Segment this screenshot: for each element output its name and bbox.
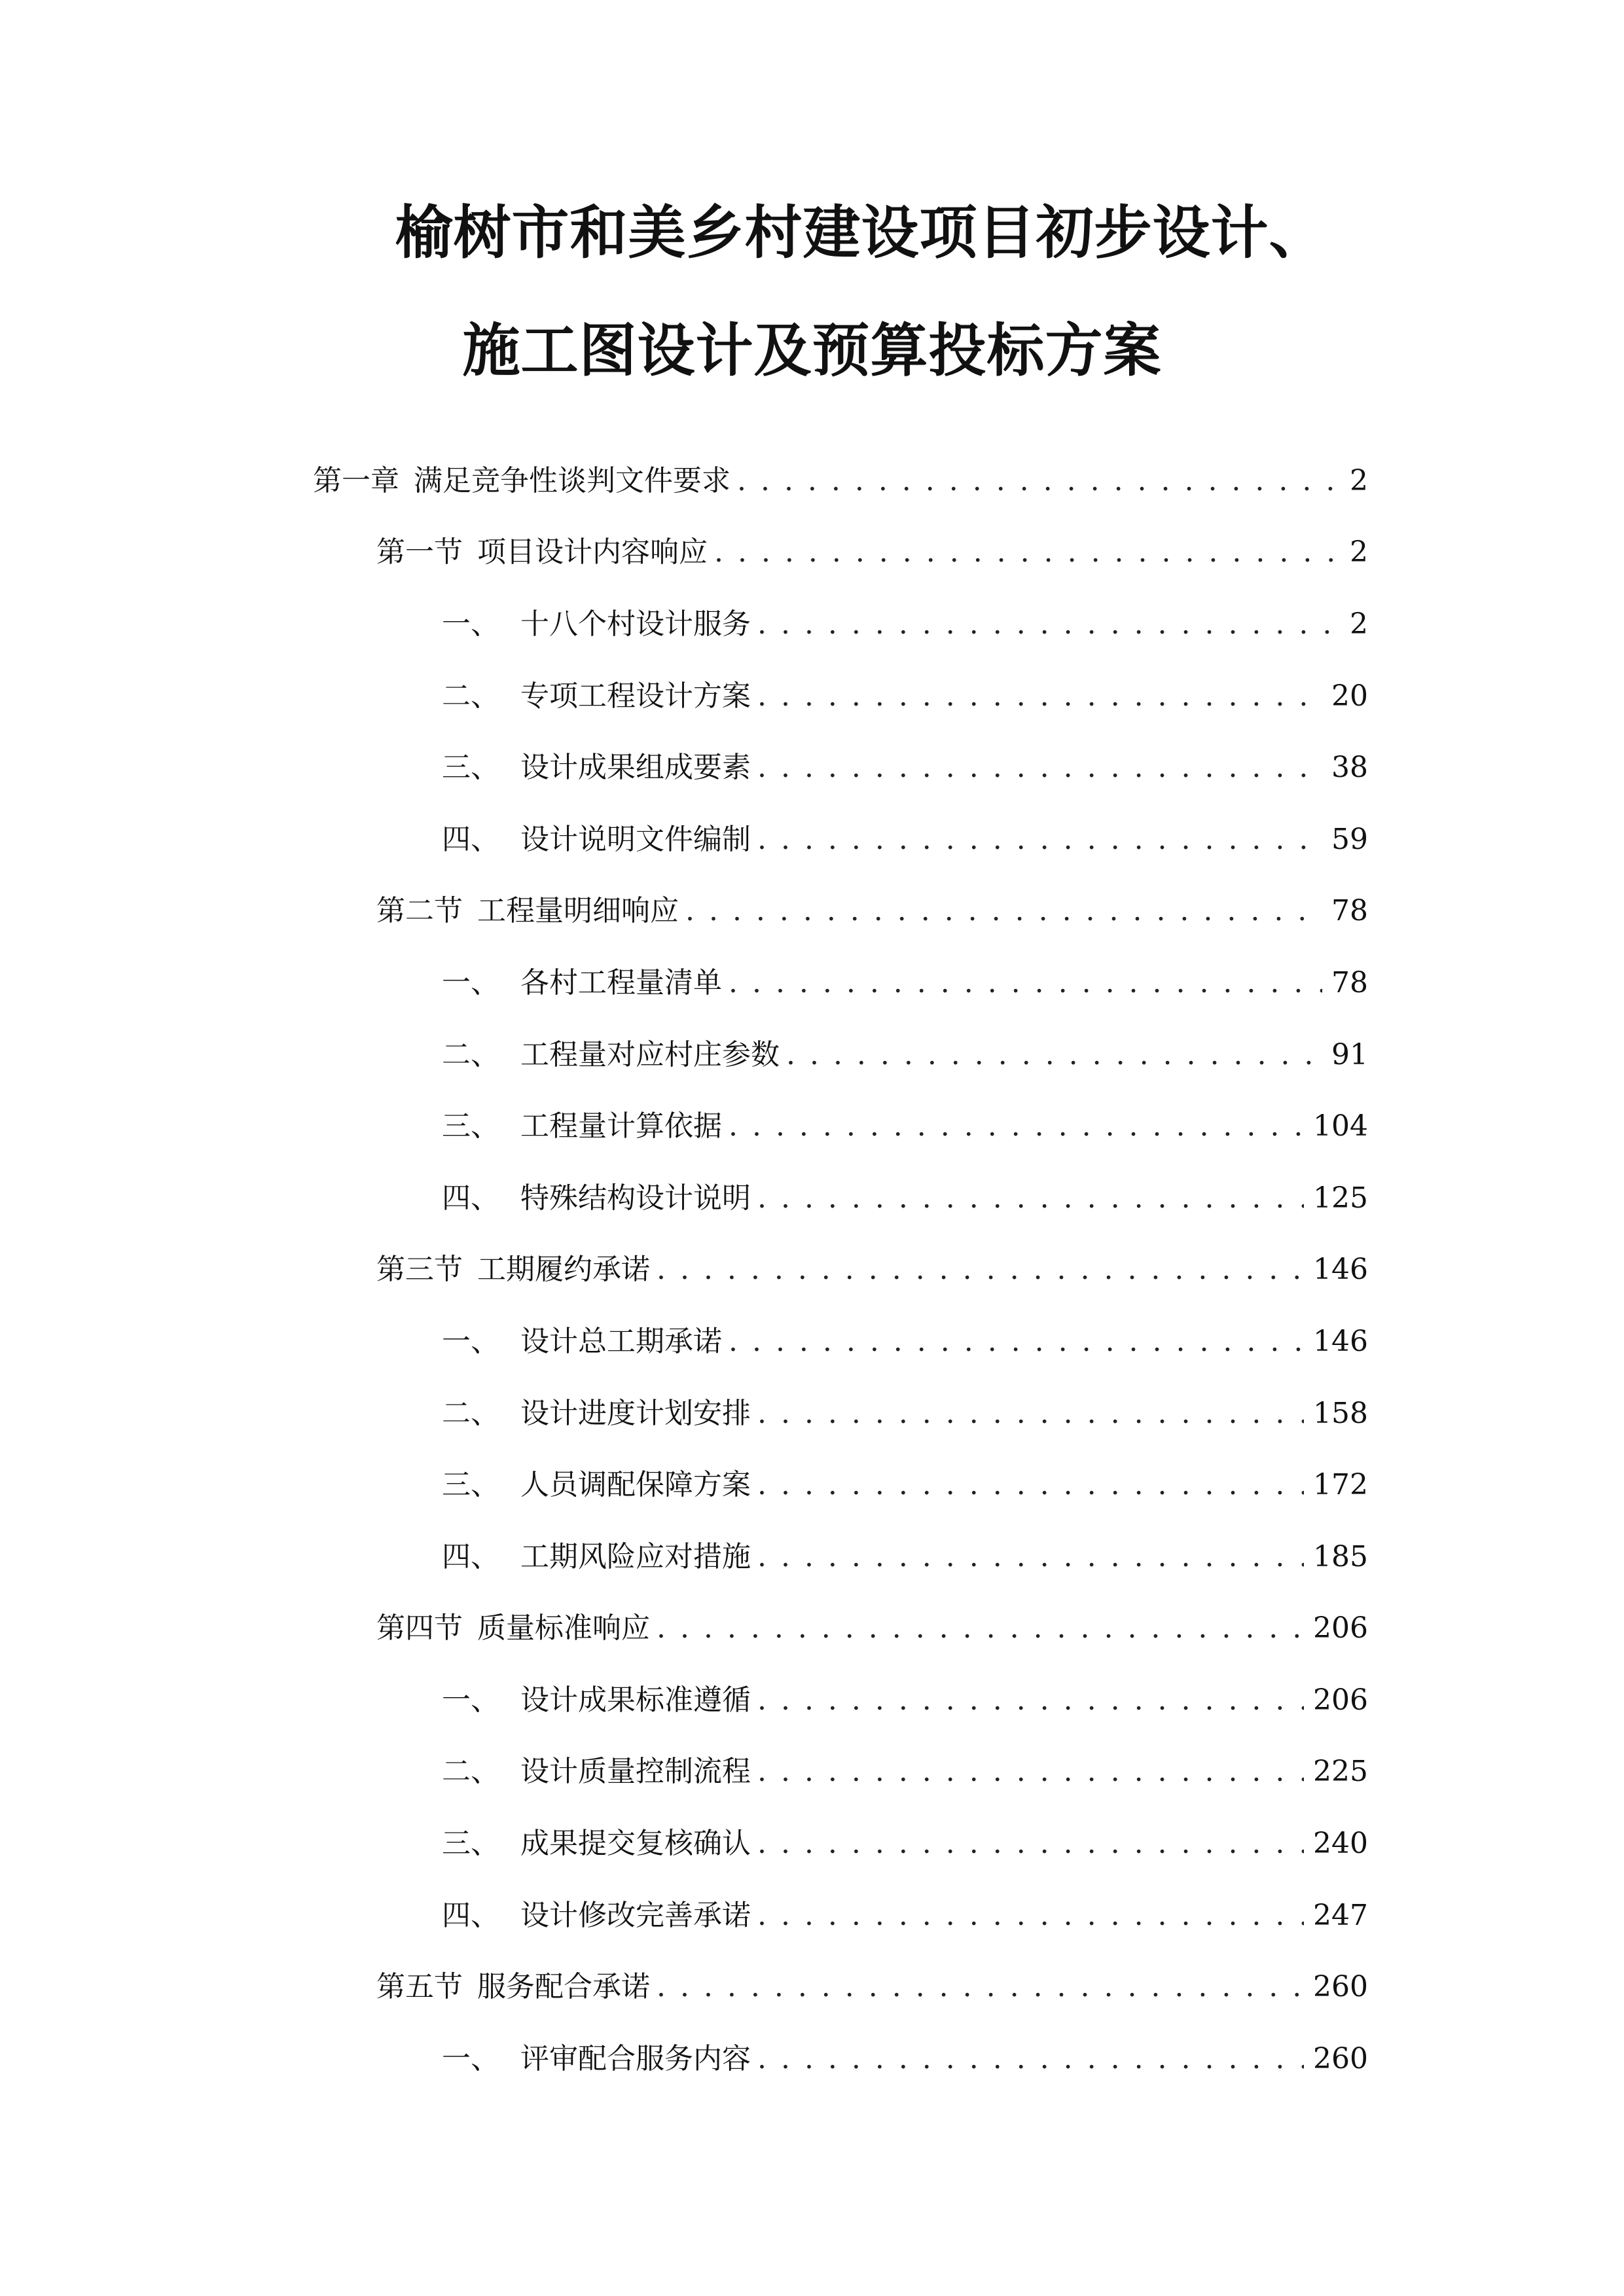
toc-entry-item: [0, 1736, 1624, 1808]
toc-page-number: 146: [1313, 1253, 1368, 1287]
toc-entry-item: [0, 1090, 1624, 1162]
toc-entry-text: 满足竞争性谈判文件要求: [414, 463, 731, 497]
toc-entry-text: 设计说明文件编制: [520, 822, 751, 856]
toc-page-number: 78: [1331, 894, 1368, 928]
toc-dot-leader: [757, 606, 1333, 643]
toc-page-number: 2: [1350, 607, 1368, 641]
toc-entry-number: 一、: [442, 2041, 499, 2075]
toc-entry-text: 工程量计算依据: [520, 1109, 722, 1143]
toc-entry-item: [0, 1808, 1624, 1880]
toc-entry-number: 第四节: [376, 1611, 463, 1645]
toc-page-number: 78: [1331, 965, 1368, 999]
toc-entry-label: [442, 1825, 751, 1862]
toc-dot-leader: [657, 1251, 1304, 1288]
toc-entry-number: 三、: [442, 751, 499, 785]
toc-entry-number: 四、: [442, 1539, 499, 1573]
toc-entry-number: 二、: [442, 679, 499, 713]
toc-page-number: 146: [1313, 1324, 1368, 1358]
toc-entry-label: [376, 1251, 650, 1288]
toc-entry-number: 第三节: [376, 1253, 463, 1287]
toc-entry-chapter: [0, 445, 1624, 517]
toc-entry-item: [0, 1664, 1624, 1736]
toc-entry-number: 二、: [442, 1037, 499, 1071]
toc-entry-label: [442, 678, 751, 715]
toc-entry-number: 二、: [442, 1396, 499, 1430]
toc-dot-leader: [757, 749, 1322, 786]
toc-entry-number: 第二节: [376, 894, 463, 928]
toc-entry-text: 质量标准响应: [477, 1611, 650, 1645]
toc-entry-text: 人员调配保障方案: [520, 1468, 751, 1502]
toc-entry-text: 工期风险应对措施: [520, 1539, 751, 1573]
toc-entry-number: 一、: [442, 965, 499, 999]
toc-entry-item: [0, 1449, 1624, 1521]
document-title-line-1: 榆树市和美乡村建设项目初步设计、: [395, 198, 1327, 266]
toc-page-number: 91: [1331, 1037, 1368, 1071]
toc-entry-item: [0, 947, 1624, 1019]
toc-dot-leader: [757, 678, 1322, 715]
toc-entry-label: [442, 1467, 751, 1503]
toc-entry-label: [442, 1037, 780, 1073]
toc-page-number: 38: [1331, 751, 1368, 785]
toc-entry-item: [0, 2023, 1624, 2095]
toc-entry-text: 设计总工期承诺: [520, 1324, 722, 1358]
toc-entry-label: [442, 965, 722, 1001]
toc-entry-number: 一、: [442, 607, 499, 641]
toc-dot-leader: [757, 2041, 1304, 2077]
document-title-line-2: 施工图设计及预算投标方案: [462, 316, 1162, 384]
toc-dot-leader: [757, 1753, 1304, 1790]
toc-entry-label: [376, 893, 679, 929]
toc-dot-leader: [757, 1180, 1304, 1217]
toc-entry-label: [442, 606, 751, 643]
toc-entry-text: 设计成果标准遵循: [520, 1683, 751, 1717]
toc-page-number: 260: [1313, 2041, 1368, 2075]
toc-entry-label: [376, 534, 708, 571]
toc-entry-text: 设计成果组成要素: [520, 751, 751, 785]
toc-entry-text: 工程量对应村庄参数: [520, 1037, 780, 1071]
toc-entry-number: 一、: [442, 1683, 499, 1717]
toc-entry-section: [0, 1593, 1624, 1665]
toc-entry-item: [0, 1162, 1624, 1234]
toc-entry-label: [376, 1969, 650, 2005]
toc-page-number: 104: [1313, 1109, 1368, 1143]
toc-entry-label: [442, 1395, 751, 1432]
toc-entry-item: [0, 1521, 1624, 1593]
toc-entry-number: 一、: [442, 1324, 499, 1358]
table-of-contents: [0, 445, 1624, 2095]
toc-dot-leader: [757, 1825, 1304, 1862]
toc-page-number: 185: [1313, 1539, 1368, 1573]
toc-entry-label: [442, 1539, 751, 1575]
toc-entry-number: 第一章: [313, 463, 399, 497]
toc-page-number: 20: [1331, 679, 1368, 713]
toc-page-number: 240: [1313, 1827, 1368, 1861]
toc-entry-label: [442, 749, 751, 786]
toc-dot-leader: [757, 1395, 1304, 1432]
toc-entry-text: 各村工程量清单: [520, 965, 722, 999]
toc-entry-text: 评审配合服务内容: [520, 2041, 751, 2075]
toc-entry-item: [0, 660, 1624, 732]
toc-entry-label: [442, 2041, 751, 2077]
toc-entry-label: [313, 463, 731, 499]
toc-entry-label: [442, 1180, 751, 1217]
toc-page-number: 172: [1313, 1468, 1368, 1502]
toc-entry-text: 设计质量控制流程: [520, 1755, 751, 1789]
toc-entry-section: [0, 876, 1624, 948]
toc-entry-text: 工程量明细响应: [477, 894, 679, 928]
toc-entry-number: 四、: [442, 822, 499, 856]
toc-page-number: 247: [1313, 1898, 1368, 1932]
toc-page-number: 2: [1350, 463, 1368, 497]
toc-entry-number: 三、: [442, 1468, 499, 1502]
toc-entry-item: [0, 804, 1624, 876]
toc-dot-leader: [757, 1682, 1304, 1719]
toc-page-number: 206: [1313, 1611, 1368, 1645]
toc-page-number: 158: [1313, 1396, 1368, 1430]
toc-entry-item: [0, 1378, 1624, 1450]
toc-entry-number: 四、: [442, 1898, 499, 1932]
toc-entry-item: [0, 1306, 1624, 1378]
toc-entry-text: 十八个村设计服务: [520, 607, 751, 641]
toc-entry-number: 三、: [442, 1109, 499, 1143]
toc-entry-text: 成果提交复核确认: [520, 1827, 751, 1861]
toc-entry-number: 三、: [442, 1827, 499, 1861]
toc-entry-text: 设计进度计划安排: [520, 1396, 751, 1430]
toc-entry-label: [442, 1323, 722, 1360]
toc-entry-text: 特殊结构设计说明: [520, 1181, 751, 1215]
toc-dot-leader: [737, 463, 1333, 499]
toc-dot-leader: [729, 965, 1322, 1001]
toc-dot-leader: [657, 1610, 1304, 1647]
toc-entry-number: 二、: [442, 1755, 499, 1789]
toc-entry-label: [442, 1108, 722, 1145]
toc-entry-label: [376, 1610, 650, 1647]
toc-dot-leader: [714, 534, 1333, 571]
toc-entry-text: 专项工程设计方案: [520, 679, 751, 713]
toc-page-number: 260: [1313, 1970, 1368, 2004]
toc-entry-number: 第五节: [376, 1970, 463, 2004]
toc-dot-leader: [757, 1897, 1304, 1934]
toc-dot-leader: [757, 1467, 1304, 1503]
toc-dot-leader: [757, 1539, 1304, 1575]
toc-entry-text: 项目设计内容响应: [477, 535, 708, 569]
toc-entry-text: 工期履约承诺: [477, 1253, 650, 1287]
toc-dot-leader: [757, 821, 1322, 858]
toc-dot-leader: [786, 1037, 1322, 1073]
toc-page-number: 225: [1313, 1755, 1368, 1789]
toc-dot-leader: [657, 1969, 1304, 2005]
toc-page-number: 2: [1350, 535, 1368, 569]
toc-entry-item: [0, 588, 1624, 660]
toc-entry-number: 四、: [442, 1181, 499, 1215]
toc-entry-label: [442, 821, 751, 858]
toc-dot-leader: [729, 1323, 1304, 1360]
toc-dot-leader: [685, 893, 1322, 929]
toc-entry-label: [442, 1897, 751, 1934]
toc-entry-item: [0, 1019, 1624, 1091]
toc-entry-section: [0, 517, 1624, 589]
toc-entry-section: [0, 1951, 1624, 2023]
toc-dot-leader: [729, 1108, 1304, 1145]
toc-page-number: 125: [1313, 1181, 1368, 1215]
toc-entry-item: [0, 1880, 1624, 1952]
toc-entry-label: [442, 1682, 751, 1719]
toc-entry-label: [442, 1753, 751, 1790]
toc-entry-text: 服务配合承诺: [477, 1970, 650, 2004]
toc-entry-text: 设计修改完善承诺: [520, 1898, 751, 1932]
toc-page-number: 206: [1313, 1683, 1368, 1717]
toc-page-number: 59: [1331, 822, 1368, 856]
toc-entry-number: 第一节: [376, 535, 463, 569]
toc-entry-item: [0, 732, 1624, 804]
toc-entry-section: [0, 1234, 1624, 1306]
